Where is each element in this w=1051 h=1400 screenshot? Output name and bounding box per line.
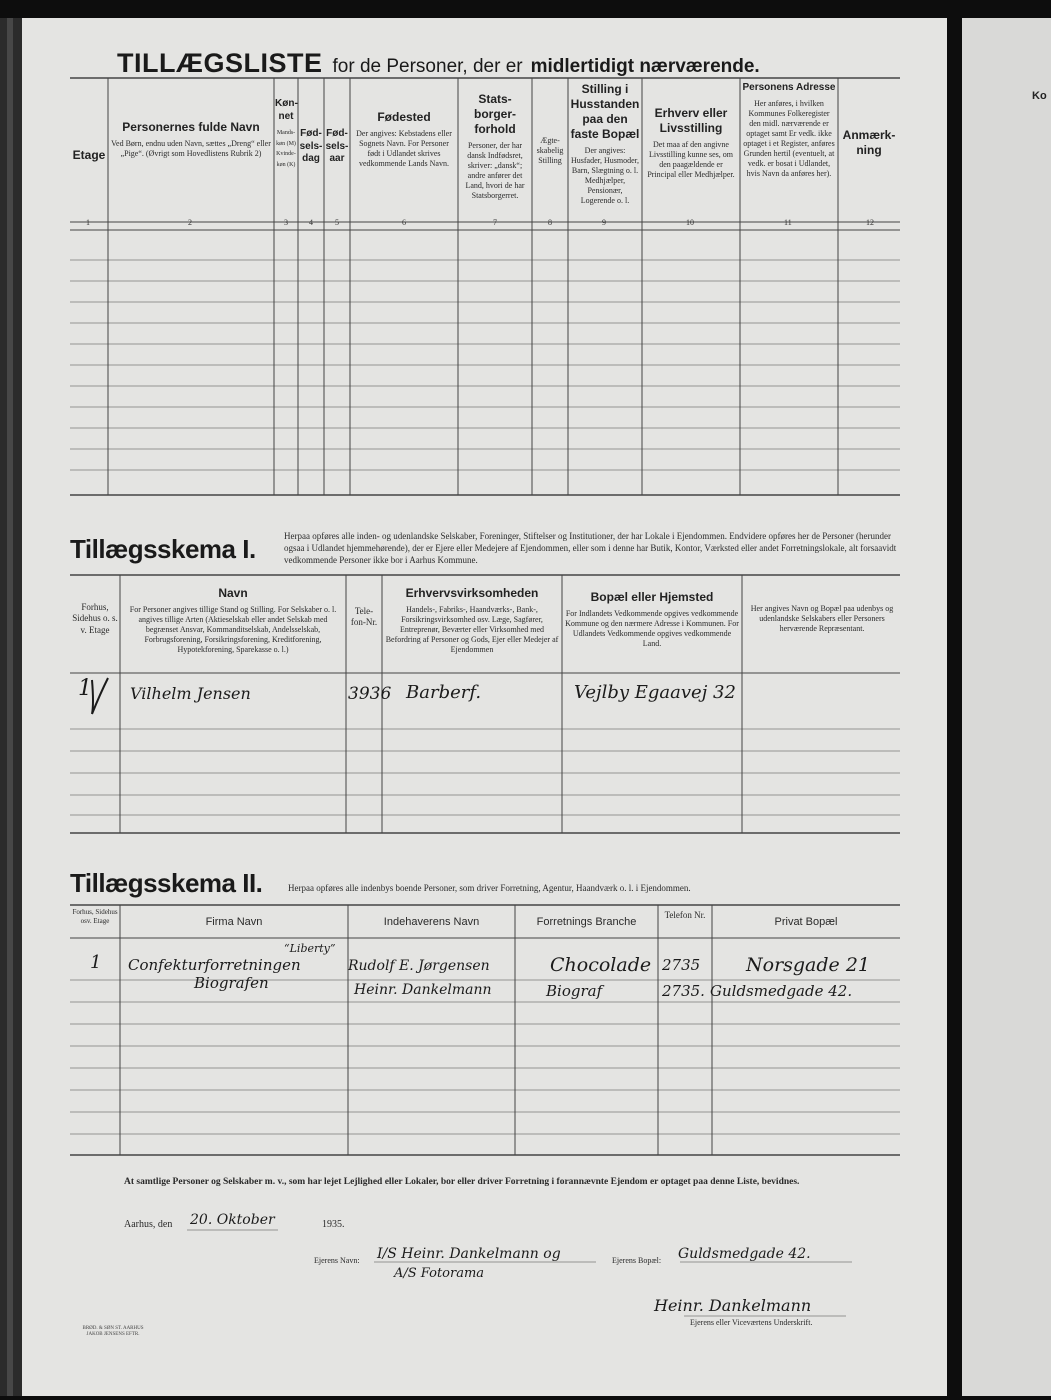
skema1-col-telefon: Tele-fon-Nr. [350,606,378,628]
footer-place: Aarhus, den [124,1219,173,1230]
liste-col-dag: Fød-sels-dag [299,128,323,164]
printer-mark: BRØD. & SØN ST. AARHUS JAKOB JENSENS EFTR. [82,1326,144,1337]
skema2-row2-indehaver: Heinr. Dankelmann [354,982,492,998]
skema1-col-etage: Forhus, Sidehus o. s. v. Etage [72,602,118,635]
footer-date-hand: 20. Oktober [190,1212,275,1228]
footer-owner-label: Ejerens Navn: [314,1256,360,1265]
skema2-col-indehaver: Indehaverens Navn [383,916,480,928]
skema2-col-bopael: Privat Bopæl [774,916,838,928]
liste-col-koen: Køn-net Mands-køn (M) Kvinde-køn (K) [275,98,298,168]
skema2-row2-telefon: 2735. [662,982,705,1000]
skema2-row2-firma: Biografen [194,974,269,992]
skema2-row2-branche: Biograf [546,982,603,1000]
skema2-row1-firma: Confekturforretningen [128,956,301,974]
skema1-col-repraesentant: Her angives Navn og Bopæl paa udenbys og udenlandske Selskabers eller Personers herværende Repræsentant. [750,604,894,633]
skema2-col-branche: Forretnings Branche [536,916,637,928]
footer-address-hand: Guldsmedgade 42. [678,1246,811,1262]
liste-title-rest: for de Personer, der er [332,56,523,77]
skema1-row-navn: Vilhelm Jensen [130,684,251,703]
skema1-row-telefon: 3936 [348,684,392,704]
skema2-row2-bopael: Guldsmedgade 42. [710,982,853,1000]
footer-year: 1935. [322,1219,345,1230]
form-grid-lines [22,18,947,1396]
liste-col-aegteskab: Ægte-skabelig Stilling [536,136,564,165]
skema2-col-telefon: Telefon Nr. [664,910,706,920]
liste-col-etage: Etage [72,148,106,162]
right-page-label: Ko [1032,90,1047,102]
right-page-edge [962,18,1051,1396]
liste-col-foedested: Fødested Der angives: Kebstadens eller Sognets Navn. For Personer født i Udlandet skrives vedkommende Lands Navn. [356,110,452,168]
skema1-intro: Herpaa opføres alle inden- og udenlandske Selskaber, Foreninger, Stiftelser og Institutioner, der har Lokale i Ejendommen. Endvidere opføres her de Personer (herunder ogsaa i Udlandet hjemmehørende), der er Ejere eller Medejere af Ejendommen, eller som i denne har Butik, Kontor, Værksted eller andet Forretningslokale, alt forsaavidt vedkommende Personer ikke bor i Aarhus Kommune. [284,531,897,566]
col-num-1: 1 [86,218,90,227]
footer-signature-label: Ejerens eller Viceværtens Underskrift. [690,1318,813,1327]
skema2-row1-firma-note: “Liberty” [284,942,336,955]
skema2-intro: Herpaa opføres alle indenbys boende Personer, som driver Forretning, Agentur, Haandværk o. l. i Ejendommen. [288,883,691,893]
book-spine [0,18,22,1396]
footer-owner-hand2: A/S Fotorama [394,1266,485,1281]
footer-address-label: Ejerens Bopæl: [612,1256,662,1265]
liste-col-statsborger: Stats-borger-forhold Personer, der har dansk Indfødsret, skriver: „dansk“; andre anfører det Land, hvori de har Statsborgerret. [465,92,525,200]
liste-col-adresse: Personens Adresse Her anføres, i hvilken Kommunes Folkeregister den midl. nærværende er optaget samt Er vedk. ikke optaget i et Register, anføres Grunden hertil (eventuelt, at vedk. er bosat i Udlandet, hvis Navn da anføres her). [742,82,836,178]
liste-col-stilling: Stilling i Husstanden paa den faste Bopæl Der angives: Husfader, Husmoder, Barn, Slægtning o. l. Medhjælper, Pensionær, Logerende o. l. [570,82,640,205]
col-num-9: 9 [602,218,606,227]
skema1-check-mark [80,674,110,720]
footer-owner-hand1: I/S Heinr. Dankelmann og [377,1246,561,1262]
col-num-2: 2 [188,218,192,227]
skema1-row-erhverv: Barberf. [406,682,482,703]
skema1-col-bopael: Bopæl eller Hjemsted For Indlandets Vedkommende opgives vedkommende Kommune og den nærmere Adresse i Kommunen. For Udlandets Vedkommende opgives vedkommende Land. [565,590,739,648]
skema1-title: Tillægsskema I. [70,534,256,564]
footer-statement: At samtlige Personer og Selskaber m. v., som har lejet Lejlighed eller Lokaler, bor eller driver Forretning i forannævnte Ejendom er optaget paa denne Liste, bevidnes. [124,1177,800,1187]
form-page [22,18,947,1396]
footer-signature: Heinr. Dankelmann [654,1296,812,1315]
col-num-5: 5 [335,218,339,227]
skema1-row-bopael: Vejlby Egaavej 32 [574,682,736,703]
col-num-8: 8 [548,218,552,227]
liste-col-aar: Fød-sels-aar [325,128,349,164]
skema2-row1-indehaver: Rudolf E. Jørgensen [348,958,490,974]
skema1-row-etage: 1 [78,676,92,701]
col-num-3: 3 [284,218,288,227]
col-num-6: 6 [402,218,406,227]
liste-title-big: TILLÆGSLISTE [117,48,323,78]
liste-col-navn: Personernes fulde Navn Ved Børn, endnu uden Navn, sættes „Dreng“ eller „Pige“. (Øvrigt som Hovedlistens Rubrik 2) [111,120,271,158]
liste-title-bold: midlertidigt nærværende. [530,56,760,77]
skema2-row1-bopael: Norsgade 21 [746,954,871,976]
skema1-col-navn: Navn For Personer angives tillige Stand og Stilling. For Selskaber o. l. angives tillige Arten (Aktieselskab eller andet Selskab med begrænset Ansvar, Kommanditselskab, Andelsselskab, Forbrugsforening, Forsikringsforening, Kreditforening, Hypotekforening, Sparekasse o. l.) [129,586,337,654]
liste-col-anmaerkning: Anmærk-ning [842,128,896,157]
skema2-row1-telefon: 2735 [662,956,701,974]
skema2-row1-etage: 1 [90,952,102,973]
liste-col-erhverv: Erhverv eller Livsstilling Det maa af den angivne Livsstilling kunne ses, om den paagældende er Principal eller Medhjælper. [647,106,735,179]
skema2-col-firma: Firma Navn [205,916,263,928]
skema2-row1-branche: Chocolade [550,954,652,976]
skema2-title: Tillægsskema II. [70,868,263,898]
skema2-col-etage: Forhus, Sidehus osv. Etage [72,908,118,925]
col-num-4: 4 [309,218,313,227]
col-num-11: 11 [784,218,792,227]
skema1-col-erhverv: Erhvervsvirksomheden Handels-, Fabriks-, Haandværks-, Bank-, Forsikringsvirksomhed osv. Læge, Sagfører, Entreprenør, Beværter eller Virksomhed med Befordring af Personer og Gods, Ejer eller Medejer af Ejendommen [385,586,559,654]
col-num-12: 12 [866,218,874,227]
col-num-7: 7 [493,218,497,227]
col-num-10: 10 [686,218,694,227]
